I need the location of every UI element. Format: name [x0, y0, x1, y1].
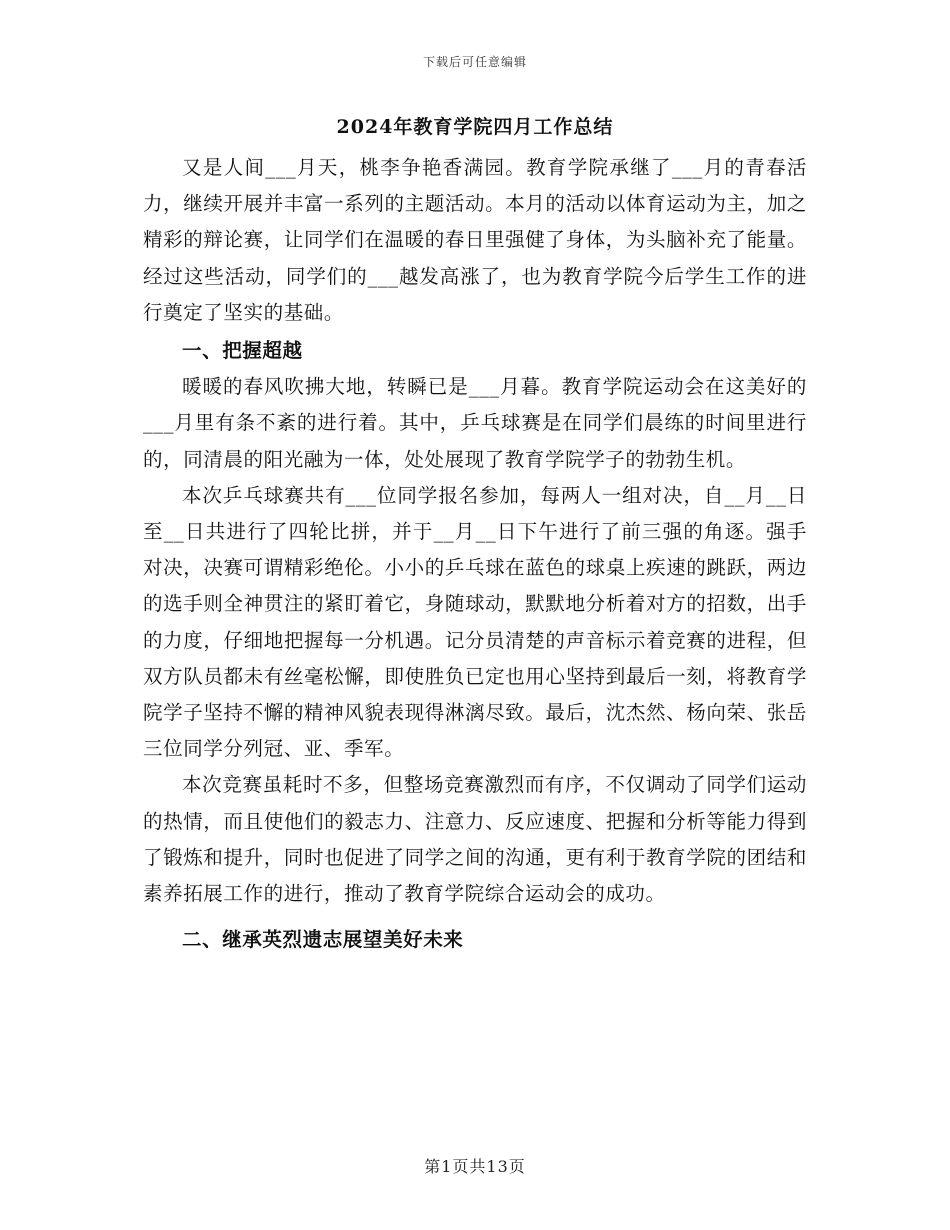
header-note: 下载后可任意编辑 — [422, 55, 527, 69]
section-heading-2: 二、继承英烈遗志展望美好未来 — [182, 928, 464, 952]
intro-paragraph: 又是人间___月天，桃李争艳香满园。教育学院承继了___月的青春活力，继续开展并丰富一系列的主题活动。本月的活动以体育运动为主，加之精彩的辩论赛，让同学们在温暖的春日里强健了身体，为头脑补充了能量。经过这些活动，同学们的___越发高涨了，也为教育学院今后学生工作的进行奠定了坚实的基础。 — [143, 156, 807, 324]
section1-paragraph-1: 暖暖的春风吹拂大地，转瞬已是___月暮。教育学院运动会在这美好的___月里有条不紊的进行着。其中，乒乓球赛是在同学们晨练的时间里进行的，同清晨的阳光融为一体，处处展现了教育学院学子的勃勃生机。 — [143, 375, 807, 471]
document-body — [143, 110, 807, 958]
section-heading-1: 一、把握超越 — [182, 339, 303, 363]
section1-paragraph-3: 本次竞赛虽耗时不多，但整场竞赛激烈而有序，不仅调动了同学们运动的热情，而且使他们的毅志力、注意力、反应速度、把握和分析等能力得到了锻炼和提升，同时也促进了同学之间的沟通，更有利于教育学院的团结和素养拓展工作的进行，推动了教育学院综合运动会的成功。 — [143, 773, 807, 906]
document-title: 2024年教育学院四月工作总结 — [336, 116, 614, 138]
page-footer: 第1页共13页 — [424, 1157, 526, 1176]
section1-paragraph-2: 本次乒乓球赛共有___位同学报名参加，每两人一组对决，自__月__日至__日共进行了四轮比拼，并于__月__日下午进行了前三强的角逐。强手对决，决赛可谓精彩绝伦。小小的乒乓球在蓝色的球桌上疾速的跳跃，两边的选手则全神贯注的紧盯着它，身随球动，默默地分析着对方的招数，出手的力度，仔细地把握每一分机遇。记分员清楚的声音标示着竞赛的进程，但双方队员都未有丝毫松懈，即使胜负已定也用心坚持到最后一刻，将教育学院学子坚持不懈的精神风貌表现得淋漓尽致。最后，沈杰然、杨向荣、张岳三位同学分列冠、亚、季军。 — [143, 483, 807, 761]
